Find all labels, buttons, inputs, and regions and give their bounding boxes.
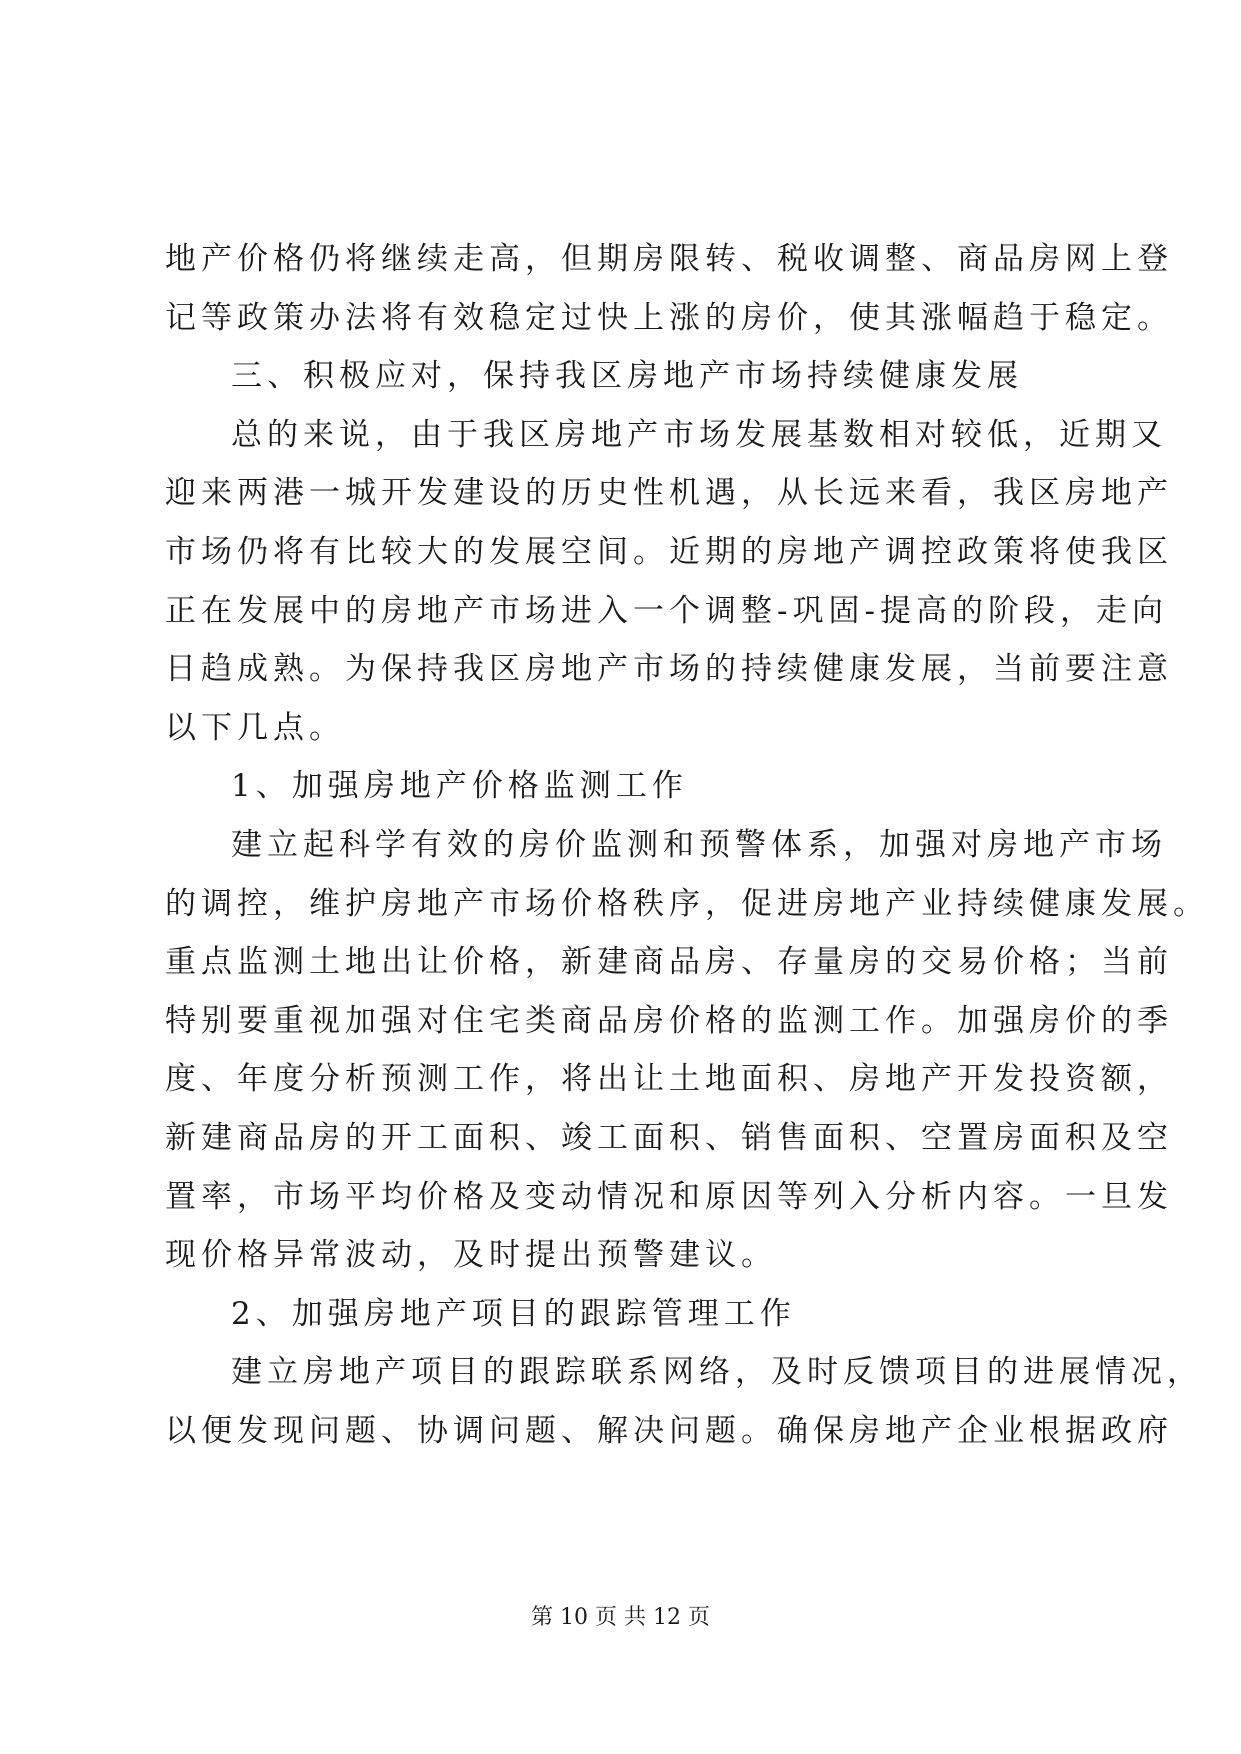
text-line: 建立房地产项目的跟踪联系网络，及时反馈项目的进展情况，: [231, 1354, 1203, 1391]
text-line: 建立起科学有效的房价监测和预警体系，加强对房地产市场: [231, 826, 1167, 863]
text-line: 市场仍将有比较大的发展空间。近期的房地产调控政策将使我区: [165, 533, 1173, 570]
text-line: 地产价格仍将继续走高，但期房限转、税收调整、商品房网上登: [165, 241, 1173, 277]
text-line: 现价格异常波动，及时提出预警建议。: [165, 1237, 777, 1274]
text-line: 置率，市场平均价格及变动情况和原因等列入分析内容。一旦发: [165, 1178, 1173, 1215]
page-number-footer: 第 10 页 共 12 页: [531, 1605, 710, 1630]
text-line: 新建商品房的开工面积、竣工面积、销售面积、空置房面积及空: [165, 1119, 1173, 1156]
text-line: 特别要重视加强对住宅类商品房价格的监测工作。加强房价的季: [165, 1002, 1173, 1039]
subsection-heading: 1、加强房地产价格监测工作: [231, 768, 688, 805]
text-line: 的调控，维护房地产市场价格秩序，促进房地产业持续健康发展。: [165, 885, 1209, 922]
subsection-heading: 2、加强房地产项目的跟踪管理工作: [231, 1295, 796, 1332]
section-heading: 三、积极应对，保持我区房地产市场持续健康发展: [231, 358, 1023, 395]
text-line: 正在发展中的房地产市场进入一个调整-巩固-提高的阶段，走向: [165, 592, 1168, 629]
text-line: 总的来说，由于我区房地产市场发展基数相对较低，近期又: [231, 416, 1167, 453]
text-line: 迎来两港一城开发建设的历史性机遇，从长远来看，我区房地产: [165, 475, 1173, 512]
text-line: 度、年度分析预测工作，将出让土地面积、房地产开发投资额，: [165, 1061, 1173, 1098]
text-line: 日趋成熟。为保持我区房地产市场的持续健康发展，当前要注意: [165, 651, 1173, 688]
document-body: [165, 230, 1209, 1460]
text-line: 记等政策办法将有效稳定过快上涨的房价，使其涨幅趋于稳定。: [165, 299, 1173, 336]
text-line: 重点监测土地出让价格，新建商品房、存量房的交易价格；当前: [165, 944, 1173, 981]
text-line: 以便发现问题、协调问题、解决问题。确保房地产企业根据政府: [165, 1412, 1173, 1449]
text-line: 以下几点。: [165, 709, 345, 746]
